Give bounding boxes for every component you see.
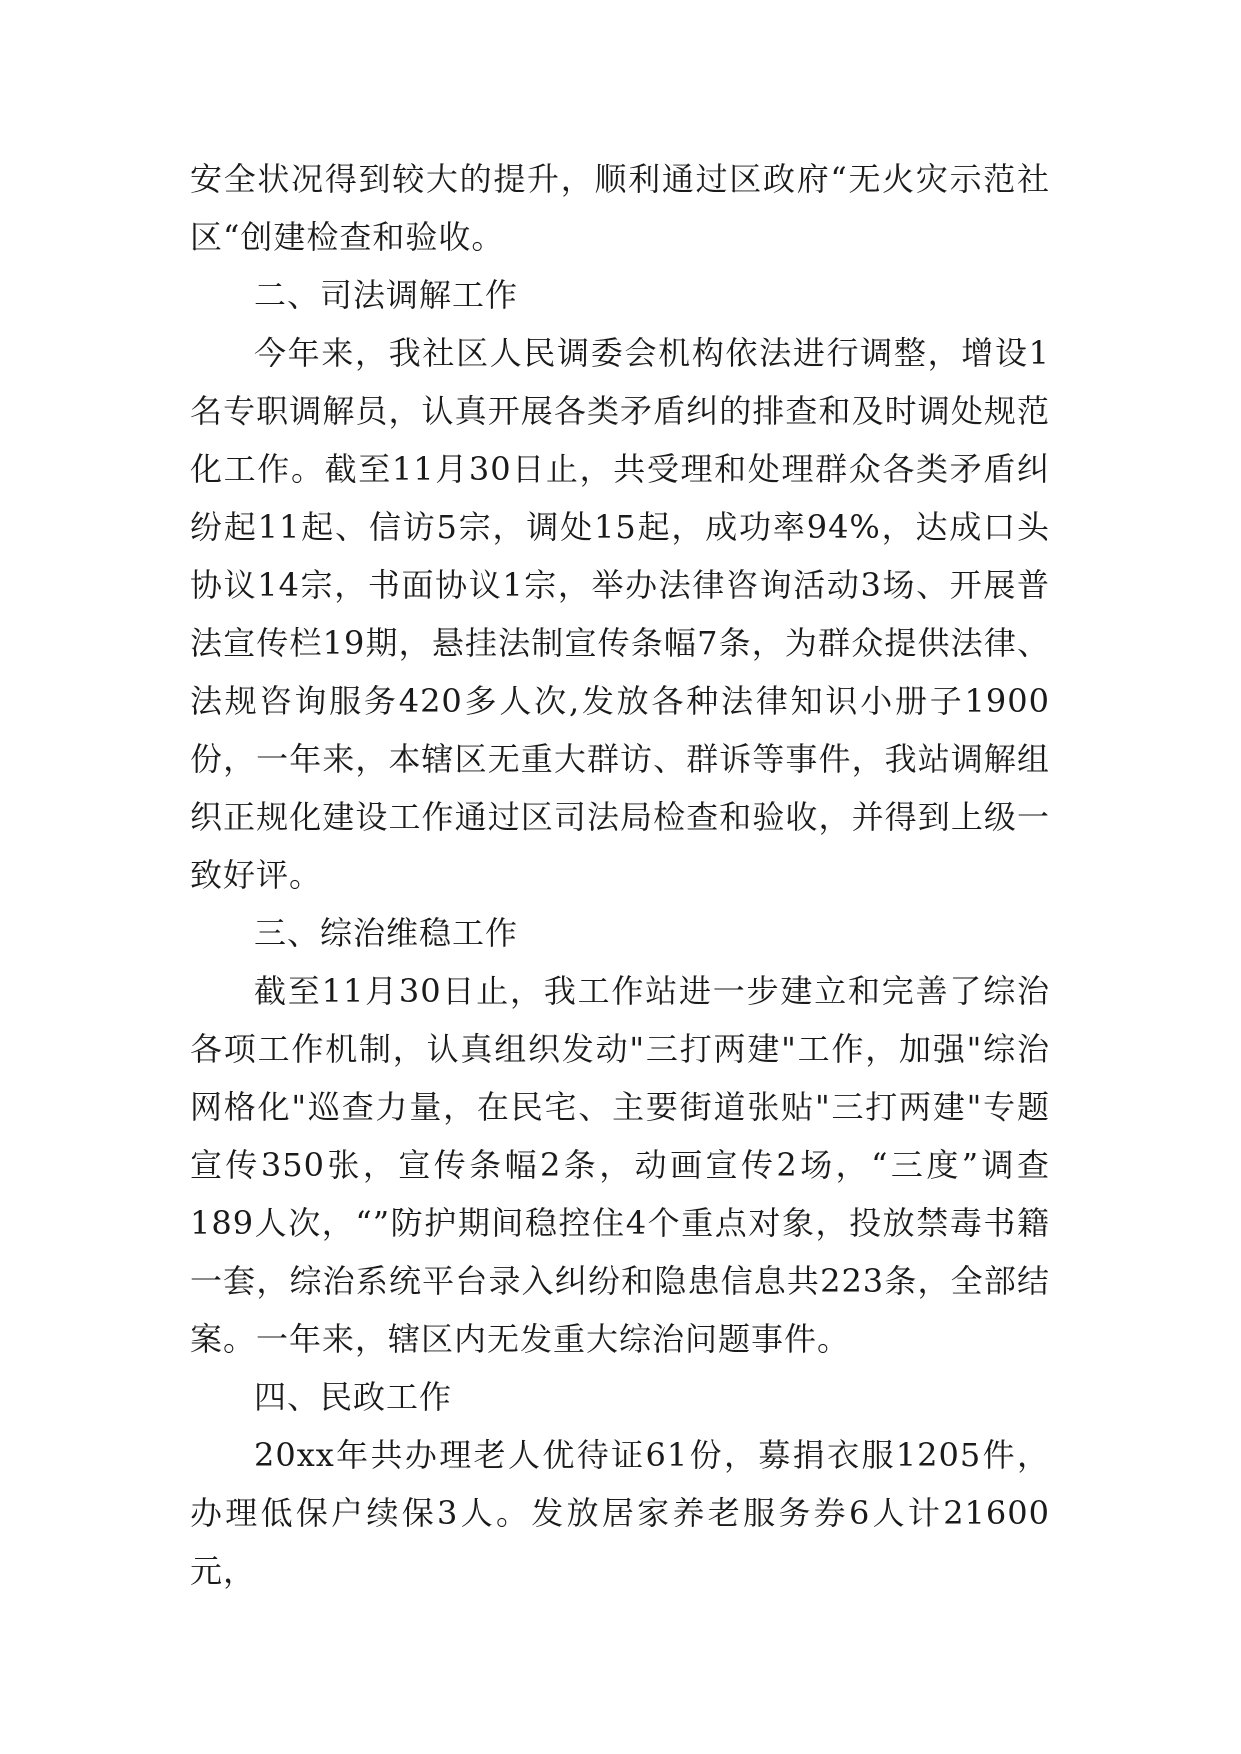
paragraph-civil-affairs: 20xx年共办理老人优待证61份，募捐衣服1205件，办理低保户续保3人。发放居家养老服务券6人计21600元， (190, 1436, 1050, 1590)
document-page (190, 150, 1050, 1600)
section-heading-civil-affairs: 四、民政工作 (254, 1378, 453, 1416)
paragraph-fire-safety-continuation: 安全状况得到较大的提升，顺利通过区政府“无火灾示范社区“创建检查和验收。 (190, 160, 1050, 256)
section-heading-stability: 三、综治维稳工作 (254, 914, 519, 952)
paragraph-stability: 截至11月30日止，我工作站进一步建立和完善了综治各项工作机制，认真组织发动"三打两建"工作，加强"综治网格化"巡查力量，在民宅、主要街道张贴"三打两建"专题宣传350张，宣传条幅2条，动画宣传2场，“三度”调查189人次，“”防护期间稳控住4个重点对象，投放禁毒书籍一套，综治系统平台录入纠纷和隐患信息共223条，全部结案。一年来，辖区内无发重大综治问题事件。 (190, 972, 1050, 1358)
paragraph-judicial-mediation: 今年来，我社区人民调委会机构依法进行调整，增设1名专职调解员，认真开展各类矛盾纠的排查和及时调处规范化工作。截至11月30日止，共受理和处理群众各类矛盾纠纷起11起、信访5宗，调处15起，成功率94%，达成口头协议14宗，书面协议1宗，举办法律咨询活动3场、开展普法宣传栏19期，悬挂法制宣传条幅7条，为群众提供法律、法规咨询服务420多人次,发放各种法律知识小册子1900份，一年来，本辖区无重大群访、群诉等事件，我站调解组织正规化建设工作通过区司法局检查和验收，并得到上级一致好评。 (190, 334, 1050, 894)
section-heading-judicial-mediation: 二、司法调解工作 (254, 276, 519, 314)
